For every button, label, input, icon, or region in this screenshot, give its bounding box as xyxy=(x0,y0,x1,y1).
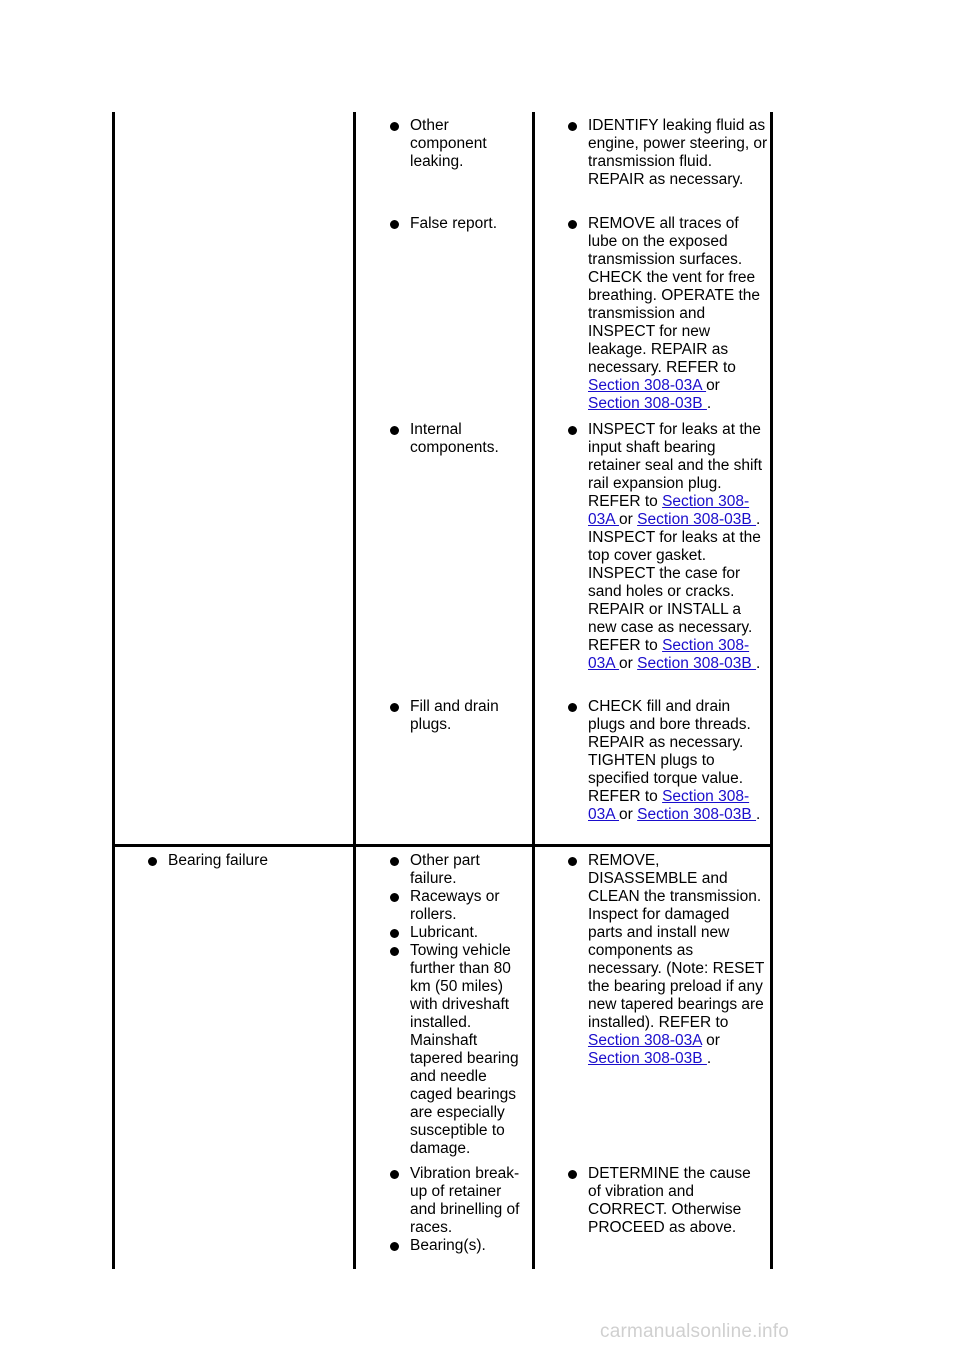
section-link[interactable]: Section 308-03B xyxy=(588,1050,707,1067)
action-cell xyxy=(566,117,768,189)
bullet-icon xyxy=(148,857,157,866)
bullet-icon xyxy=(390,122,399,131)
list-item: IDENTIFY leaking fluid as engine, power steering, or transmission fluid. REPAIR as necessary. xyxy=(566,117,768,189)
table-border-left xyxy=(112,112,115,1269)
bullet-icon xyxy=(568,220,577,229)
table-border-right xyxy=(770,112,773,1269)
bullet-icon xyxy=(568,703,577,712)
bullet-icon xyxy=(390,703,399,712)
bullet-icon xyxy=(390,893,399,902)
cause-cell xyxy=(388,852,524,1158)
list-item: Towing vehicle further than 80 km (50 miles) with driveshaft installed. Mainshaft tapered bearing and needle caged bearings are especially susceptible to damage. xyxy=(388,942,524,1158)
row-separator xyxy=(112,844,773,847)
bullet-icon xyxy=(390,1170,399,1179)
bullet-icon xyxy=(390,857,399,866)
cause-cell xyxy=(388,698,520,734)
action-cell xyxy=(566,215,768,413)
list-item: Bearing failure xyxy=(146,852,346,870)
bullet-icon xyxy=(390,929,399,938)
action-cell xyxy=(566,421,768,673)
list-item: CHECK fill and drain plugs and bore threads. REPAIR as necessary. TIGHTEN plugs to specified torque value. REFER to Section 308-03A or Section 308-03B . xyxy=(566,698,768,824)
action-cell xyxy=(566,852,768,1068)
cause-cell xyxy=(388,1165,524,1255)
cause-cell xyxy=(388,215,520,233)
list-item: Raceways or rollers. xyxy=(388,888,524,924)
cause-cell xyxy=(388,117,520,171)
bullet-icon xyxy=(390,426,399,435)
list-item: Other component leaking. xyxy=(388,117,520,171)
cause-cell xyxy=(388,421,520,457)
table-divider-cause xyxy=(353,112,356,1269)
section-link[interactable]: Section 308-03A xyxy=(588,493,750,528)
bullet-icon xyxy=(568,426,577,435)
bullet-icon xyxy=(390,947,399,956)
section-link[interactable]: Section 308-03A xyxy=(588,637,750,672)
bullet-icon xyxy=(568,122,577,131)
list-item: REMOVE, DISASSEMBLE and CLEAN the transmission. Inspect for damaged parts and install new components as necessary. (Note: RESET the bearing preload if any new tapered bearings are installed). REFER to Section 308-03A or Section 308-03B . xyxy=(566,852,768,1068)
section-link[interactable]: Section 308-03B xyxy=(637,655,757,672)
table-divider-action xyxy=(532,112,535,1269)
section-link[interactable]: Section 308-03A xyxy=(588,788,750,823)
list-item: Other part failure. xyxy=(388,852,524,888)
bullet-icon xyxy=(568,1170,577,1179)
section-link[interactable]: Section 308-03A xyxy=(588,1032,702,1049)
list-item: Vibration break-up of retainer and brinelling of races. xyxy=(388,1165,524,1237)
section-link[interactable]: Section 308-03B xyxy=(637,511,757,528)
bullet-icon xyxy=(568,857,577,866)
bullet-icon xyxy=(390,1242,399,1251)
list-item: Bearing(s). xyxy=(388,1237,524,1255)
action-cell xyxy=(566,698,768,824)
list-item: DETERMINE the cause of vibration and CORRECT. Otherwise PROCEED as above. xyxy=(566,1165,768,1237)
bullet-icon xyxy=(390,220,399,229)
action-cell xyxy=(566,1165,768,1237)
list-item: INSPECT for leaks at the input shaft bearing retainer seal and the shift rail expansion plug. REFER to Section 308-03A or Section 308-03B . INSPECT for leaks at the top cover gasket. INSPECT the case for sand holes or cracks. REPAIR or INSTALL a new case as necessary. REFER to Section 308-03A or Section 308-03B . xyxy=(566,421,768,673)
list-item: Internal components. xyxy=(388,421,520,457)
list-item: Lubricant. xyxy=(388,924,524,942)
section-link[interactable]: Section 308-03B xyxy=(588,395,707,412)
section-link[interactable]: Section 308-03B xyxy=(637,806,757,823)
list-item: REMOVE all traces of lube on the exposed transmission surfaces. CHECK the vent for free breathing. OPERATE the transmission and INSPECT for new leakage. REPAIR as necessary. REFER to Section 308-03A or Section 308-03B . xyxy=(566,215,768,413)
list-item: False report. xyxy=(388,215,520,233)
watermark: carmanualsonline.info xyxy=(600,1321,790,1342)
section-link[interactable]: Section 308-03A xyxy=(588,377,707,394)
condition-cell xyxy=(146,852,346,870)
list-item: Fill and drain plugs. xyxy=(388,698,520,734)
